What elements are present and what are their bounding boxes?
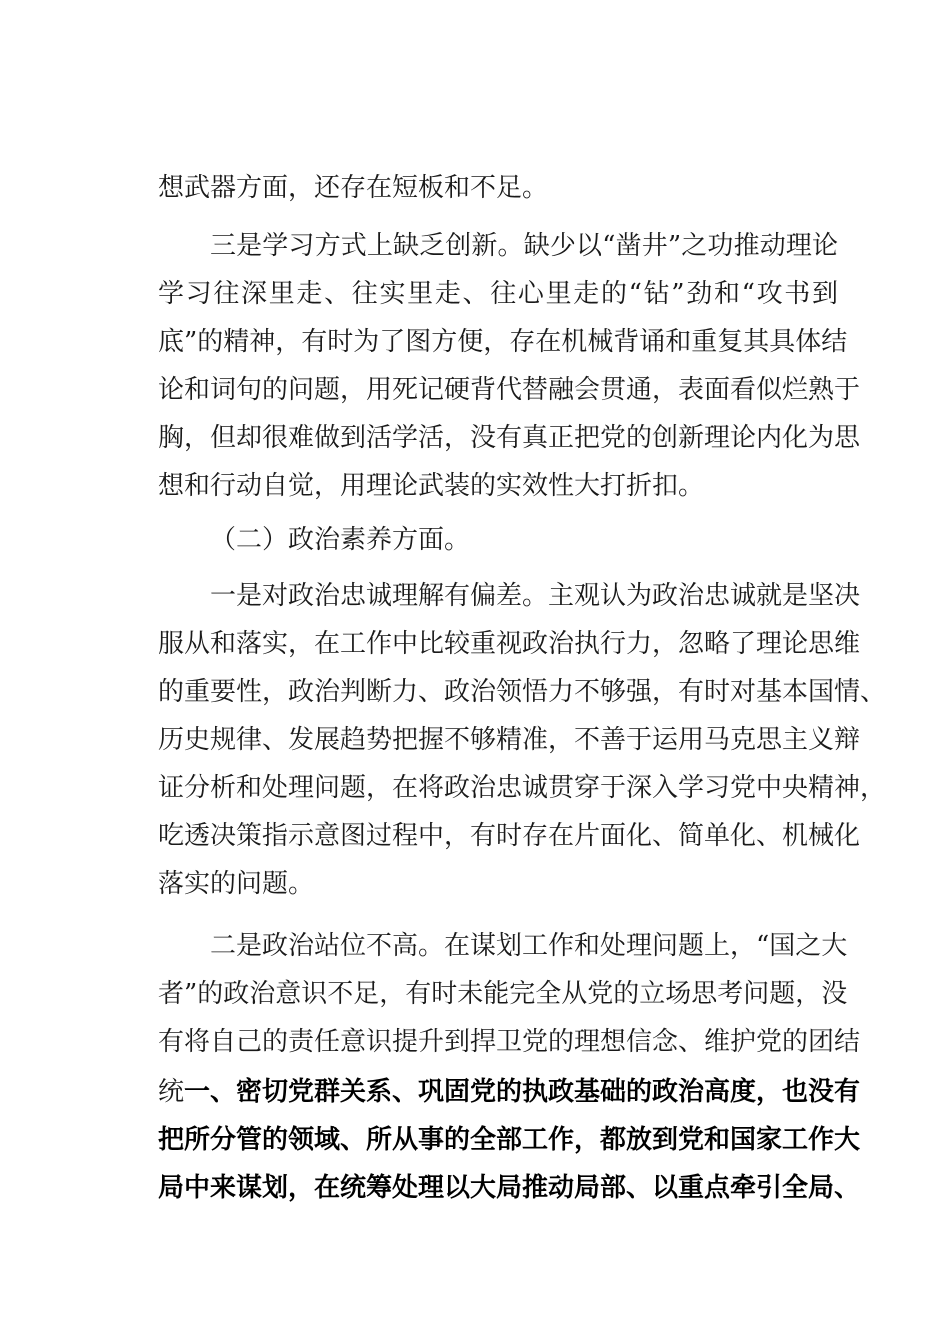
text-line-11: 的重要性，政治判断力、政治领悟力不够强，有时对基本国情、: [158, 677, 887, 707]
text-line-19-bold: 一、密切党群关系、巩固党的执政基础的政治高度，也没有: [184, 1077, 861, 1107]
text-line-10: 服从和落实，在工作中比较重视政治执行力，忽略了理论思维: [158, 629, 861, 659]
text-line-2: 三是学习方式上缺乏创新。缺少以“凿井”之功推动理论: [210, 231, 838, 261]
text-line-18: 有将自己的责任意识提升到捍卫党的理想信念、维护党的团结: [158, 1027, 861, 1057]
text-line-21: 局中来谋划，在统筹处理以大局推动局部、以重点牵引全局、: [158, 1173, 861, 1203]
text-line-7: 想和行动自觉，用理论武装的实效性大打折扣。: [158, 471, 705, 501]
text-line-6: 胸，但却很难做到活学活，没有真正把党的创新理论内化为思: [158, 423, 861, 453]
text-line-17: 者”的政治意识不足，有时未能完全从党的立场思考问题，没: [158, 979, 848, 1009]
text-line-3: 学习往深里走、往实里走、往心里走的“钻”劲和“攻书到: [158, 279, 838, 309]
text-line-12: 历史规律、发展趋势把握不够精准，不善于运用马克思主义辩: [158, 725, 861, 755]
text-line-19: [158, 1072, 861, 1112]
text-line-19-start: 统: [158, 1077, 185, 1107]
text-line-13: 证分析和处理问题，在将政治忠诚贯穿于深入学习党中央精神，: [158, 773, 887, 803]
text-line-16: 二是政治站位不高。在谋划工作和处理问题上，“国之大: [210, 931, 848, 961]
text-line-5: 论和词句的问题，用死记硬背代替融会贯通，表面看似烂熟于: [158, 375, 861, 405]
text-line-15: 落实的问题。: [158, 869, 315, 899]
text-line-4: 底”的精神，有时为了图方便，存在机械背诵和重复其具体结: [158, 327, 848, 357]
text-line-1: 想武器方面，还存在短板和不足。: [158, 173, 549, 203]
text-line-20: 把所分管的领域、所从事的全部工作，都放到党和国家工作大: [158, 1125, 861, 1155]
text-line-14: 吃透决策指示意图过程中，有时存在片面化、简单化、机械化: [158, 821, 861, 851]
text-line-9: 一是对政治忠诚理解有偏差。主观认为政治忠诚就是坚决: [210, 581, 861, 611]
section-heading: （二）政治素养方面。: [210, 525, 471, 555]
